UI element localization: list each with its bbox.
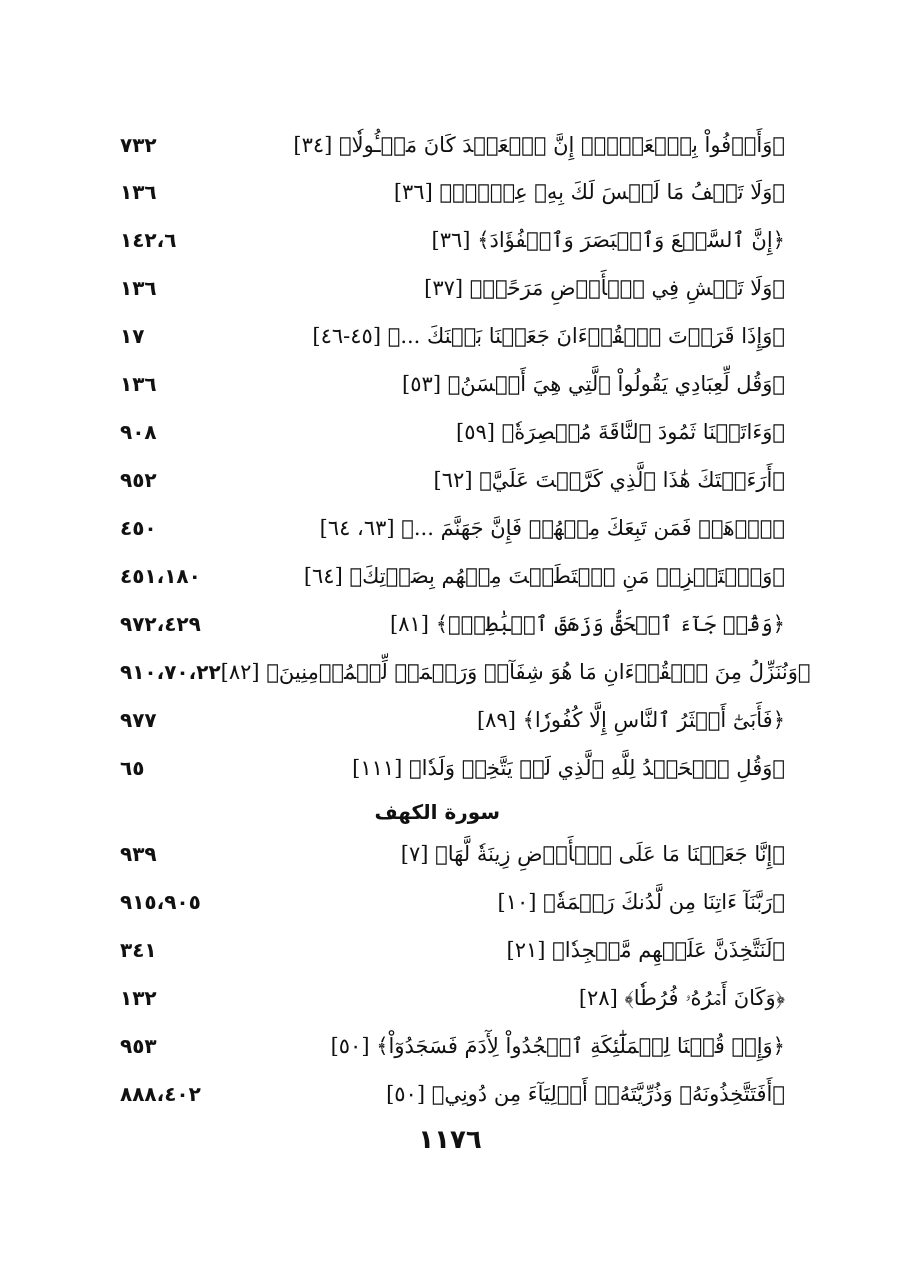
verse-text: ﴿وَأَوۡفُواْ بِٱلۡعَهۡدِۖ إِنَّ ٱلۡعَهۡدَ كَانَ مَسۡـُٔولٗا﴾ [339, 133, 785, 157]
page-refs: ٣٤١ [120, 938, 157, 962]
page-refs: ٩٧٧ [120, 708, 157, 732]
index-row [120, 458, 785, 502]
verse-entry [434, 468, 785, 492]
verse-entry [221, 660, 811, 684]
page-refs: ٦٥ [120, 756, 145, 780]
verse-ref: [٣٧] [424, 276, 464, 300]
verse-entry [304, 564, 785, 588]
page-refs: ١٧ [120, 324, 145, 348]
verse-text: ﴿إِنَّ ٱلسَّمۡعَ وَٱلۡبَصَرَ وَٱلۡفُؤَادَ﴾ [477, 228, 785, 252]
index-row [120, 170, 785, 214]
verse-text: ﴿فَأَبَىٰٓ أَكۡثَرُ ٱلنَّاسِ إِلَّا كُفُورٗا﴾ [522, 708, 785, 732]
verse-text: ﴿وَقُلۡ جَآءَ ٱلۡحَقُّ وَزَهَقَ ٱلۡبَٰطِلُۚ﴾ [435, 612, 785, 636]
verse-ref: [٧] [400, 842, 429, 866]
verse-ref: [٦٣، ٦٤] [319, 516, 395, 540]
page-refs: ٩٥٣ [120, 1034, 157, 1058]
index-row [120, 554, 785, 598]
verse-entry [497, 890, 785, 914]
index-row [120, 362, 785, 406]
verse-text: ﴿وَقُلِ ٱلۡحَمۡدُ لِلَّهِ ٱلَّذِي لَمۡ يَتَّخِذۡ وَلَدٗا﴾ [409, 756, 785, 780]
verse-entry [432, 228, 785, 252]
verse-text: ﴿وَإِذَا قَرَأۡتَ ٱلۡقُرۡءَانَ جَعَلۡنَا بَيۡنَكَ ...﴾ [387, 324, 785, 348]
verse-text: ﴿وَٱسۡتَفۡزِزۡ مَنِ ٱسۡتَطَعۡتَ مِنۡهُم بِصَوۡتِكَ﴾ [349, 564, 785, 588]
page-refs: ٩٣٩ [120, 842, 157, 866]
index-row [120, 880, 785, 924]
index-row [120, 266, 785, 310]
verse-text: ﴿وَلَا تَقۡفُ مَا لَيۡسَ لَكَ بِهِۦ عِلۡمٌۚ﴾ [439, 180, 785, 204]
verse-ref: [٥٣] [402, 372, 442, 396]
verse-text: ﴿ٱذۡهَبۡ فَمَن تَبِعَكَ مِنۡهُمۡ فَإِنَّ جَهَنَّمَ ...﴾ [401, 516, 785, 540]
verse-text: ﴿وَكَانَ أَمۡرُهُۥ فُرُطٗا﴾ [624, 985, 785, 1010]
verse-ref: [١١١] [352, 756, 403, 780]
verse-text: ﴿وَإِذۡ قُلۡنَا لِلۡمَلَٰٓئِكَةِ ٱسۡجُدُواْ لِأٓدَمَ فَسَجَدُوٓاْ﴾ [376, 1034, 785, 1058]
page-refs: ١٤٢،٦ [120, 228, 177, 252]
verse-text: ﴿إِنَّا جَعَلۡنَا مَا عَلَى ٱلۡأَرۡضِ زِينَةٗ لَّهَا﴾ [435, 842, 785, 866]
verse-ref: [٢١] [506, 938, 546, 962]
page-refs: ٧٣٢ [120, 133, 157, 157]
verse-ref: [٥٩] [456, 420, 495, 444]
index-row [120, 746, 785, 790]
page-refs: ١٣٦ [120, 276, 157, 300]
verse-text: ﴿أَرَءَيۡتَكَ هَٰذَا ٱلَّذِي كَرَّمۡتَ عَلَيَّ﴾ [479, 468, 785, 492]
index-row [120, 602, 785, 646]
verse-ref: [١٠] [497, 890, 537, 914]
verse-text: ﴿وَقُل لِّعِبَادِي يَقُولُواْ ٱلَّتِي هِيَ أَحۡسَنُ﴾ [447, 372, 785, 396]
page-refs: ٩٠٨ [120, 420, 157, 444]
index-row [120, 832, 785, 876]
verse-ref: [٨١] [390, 612, 429, 636]
verse-text: ﴿لَنَتَّخِذَنَّ عَلَيۡهِم مَّسۡجِدٗا﴾ [552, 938, 785, 962]
verse-entry [402, 372, 785, 396]
verse-entry [456, 420, 785, 444]
verse-text: ﴿أَفَتَتَّخِذُونَهُۥ وَذُرِّيَّتَهُۥٓ أَوۡلِيَآءَ مِن دُونِي﴾ [431, 1082, 785, 1106]
page-refs: ٤٥٠ [120, 516, 157, 540]
verse-ref: [٣٦] [393, 180, 433, 204]
page-refs: ١٣٦ [120, 180, 157, 204]
index-row [120, 1072, 785, 1116]
verse-ref: [٦٤] [303, 564, 343, 588]
verse-ref: [٨٩] [476, 708, 516, 732]
page-refs: ٨٨٨،٤٠٢ [120, 1082, 201, 1106]
verse-entry [424, 276, 785, 300]
index-row [120, 698, 785, 742]
verse-ref: [٣٦] [431, 228, 471, 252]
verse-entry [477, 708, 785, 732]
verse-text: ﴿وَءَاتَيۡنَا ثَمُودَ ٱلنَّاقَةَ مُبۡصِرَةٗ﴾ [501, 420, 785, 444]
verse-entry [507, 938, 786, 962]
verse-entry [579, 986, 785, 1011]
verse-ref: [٤٥-٤٦] [312, 324, 382, 348]
page-refs: ٩١٥،٩٠٥ [120, 890, 201, 914]
verse-text: ﴿وَنُنَزِّلُ مِنَ ٱلۡقُرۡءَانِ مَا هُوَ شِفَآءٞ وَرَحۡمَةٞ لِّلۡمُؤۡمِنِينَ﴾ [266, 660, 811, 684]
verse-entry [390, 612, 785, 636]
surah-heading: سورة الكهف [374, 800, 500, 824]
page-refs: ٩٧٢،٤٢٩ [120, 612, 201, 636]
index-row [120, 976, 785, 1020]
verse-entry [331, 1034, 785, 1058]
verse-entry [401, 842, 785, 866]
verse-entry [386, 1082, 785, 1106]
index-row [120, 506, 785, 550]
index-row [120, 1024, 785, 1068]
index-row [120, 650, 811, 694]
page-refs: ١٣٦ [120, 372, 157, 396]
page-refs: ٤٥١،١٨٠ [120, 564, 201, 588]
verse-ref: [٢٨] [578, 985, 618, 1010]
verse-entry [352, 756, 785, 780]
page-refs: ٩٥٢ [120, 468, 157, 492]
page-number: ١١٧٦ [418, 1125, 482, 1155]
verse-ref: [٥٠] [386, 1082, 426, 1106]
index-row [120, 123, 785, 167]
page-refs: ١٣٢ [120, 986, 157, 1010]
verse-ref: [٨٢] [220, 660, 260, 684]
index-row [120, 314, 785, 358]
verse-entry [394, 180, 785, 204]
verse-ref: [٦٢] [433, 468, 473, 492]
verse-entry [312, 324, 785, 348]
index-row [120, 410, 785, 454]
verse-text: ﴿رَبَّنَآ ءَاتِنَا مِن لَّدُنكَ رَحۡمَةٗ﴾ [543, 890, 785, 914]
verse-ref: [٣٤] [293, 133, 333, 157]
verse-ref: [٥٠] [330, 1034, 370, 1058]
page-refs: ٩١٠،٧٠،٢٢ [120, 660, 221, 684]
verse-entry [320, 516, 785, 540]
index-row [120, 218, 785, 262]
verse-entry [293, 133, 785, 157]
verse-text: ﴿وَلَا تَمۡشِ فِي ٱلۡأَرۡضِ مَرَحًاۖ﴾ [469, 276, 785, 300]
index-row [120, 928, 785, 972]
